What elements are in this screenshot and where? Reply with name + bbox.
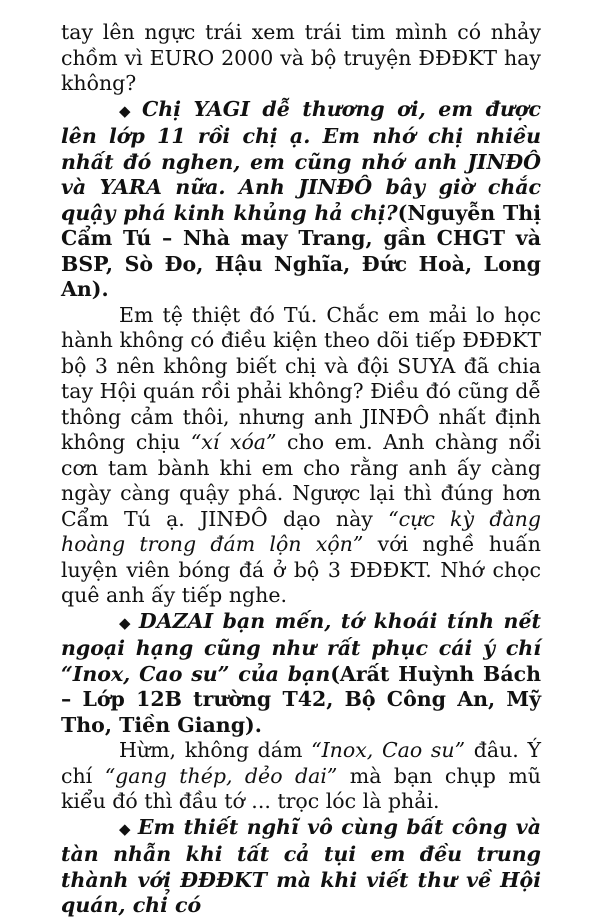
reader-letter-2	[61, 609, 541, 739]
reply-1-text-b: cho em. Anh chàng nổi cơn tam bành khi em cho rằng anh ấy càng ngày càng quậy phá. Ngược lại thì đúng hơn Cẩm Tú ạ. JINĐÔ dạo này	[61, 430, 541, 531]
answer-continuation: tay lên ngực trái xem trái tim mình có nhảy chồm vì EURO 2000 và bộ truyện ĐĐĐKT hay không?	[61, 20, 541, 95]
reply-2-text-a: Hừm, không dám	[119, 738, 312, 762]
reply-1-quote-a: “xí xóa”	[190, 430, 277, 454]
reply-1-text-c: với nghề huấn luyện viên bóng đá ở bộ 3 ĐĐĐKT. Nhớ chọc quê anh ấy tiếp nghe.	[61, 532, 541, 607]
reply-2-text-b: đâu. Ý chí	[61, 738, 541, 788]
letter-2-message: DAZAI bạn mến, tớ khoái tính nết ngoại hạng cũng như rất phục cái ý chí “Inox, Cao su” của bạn	[61, 608, 541, 686]
reply-2-text-c: mà bạn chụp mũ kiểu đó thì đầu tớ ... trọc lóc là phải.	[61, 763, 541, 813]
letter-1-message: Chị YAGI dễ thương ơi, em được lên lớp 11 rồi chị ạ. Em nhớ chị nhiều nhất đó nghen, em cũng nhớ anh JINĐÔ và YARA nữa. Anh JINĐÔ bây giờ chắc quậy phá kinh khủng hả chị?	[61, 96, 541, 225]
diamond-bullet-icon: ◆	[119, 101, 136, 120]
letter-1-signature: (Nguyễn Thị Cẩm Tú – Nhà may Trang, gần CHGT và BSP, Sò Đo, Hậu Nghĩa, Đức Hoà, Long An).	[61, 200, 541, 301]
reply-1-text-a: Em tệ thiệt đó Tú. Chắc em mải lo học hành không có điều kiện theo dõi tiếp ĐĐĐKT bộ 3 nên không biết chị và đội SUYA đã chia tay Hội quán rồi phải không? Điều đó cũng dễ thông cảm thôi, nhưng anh JINĐÔ nhất định không chịu	[61, 302, 541, 454]
reader-letter-3	[61, 815, 541, 919]
reply-1	[61, 303, 541, 609]
letter-2-signature: (Arất Huỳnh Bách – Lớp 12B trường T42, Bộ Công An, Mỹ Tho, Tiền Giang).	[61, 661, 541, 737]
reply-1-quote-b: “cực kỳ đàng hoàng trong đám lộn xộn”	[61, 506, 541, 556]
diamond-bullet-icon: ◆	[119, 819, 132, 838]
letter-3-message: Em thiết nghĩ vô cùng bất công và tàn nhẫn khi tất cả tụi em đều trung thành với ĐĐĐKT mà khi viết thư về Hội quán, chỉ có	[61, 814, 541, 917]
diamond-bullet-icon: ◆	[119, 613, 133, 632]
reply-2	[61, 738, 541, 815]
reply-2-quote-a: “Inox, Cao su”	[311, 738, 466, 762]
reply-2-quote-b: “gang thép, dẻo dai”	[104, 763, 338, 788]
reader-letter-1	[61, 97, 541, 303]
